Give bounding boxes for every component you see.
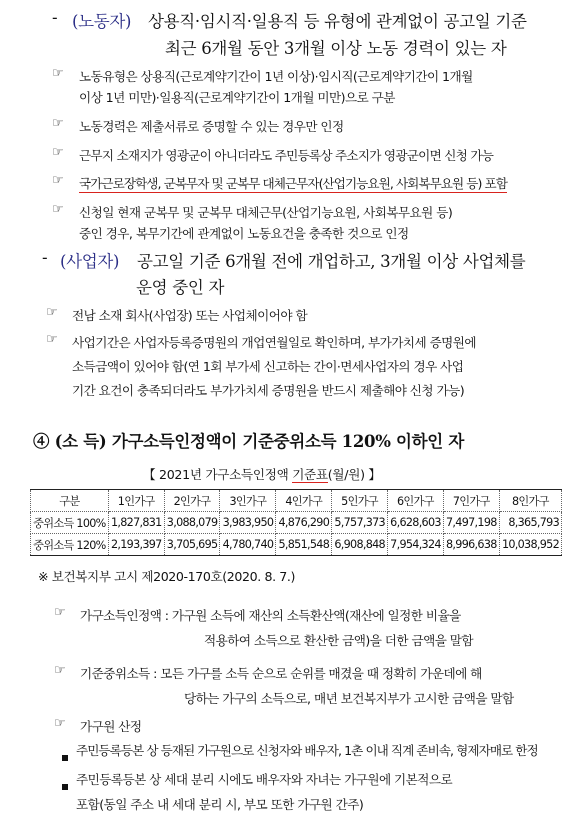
business-line1: 공고일 기준 6개월 전에 개업하고, 3개월 이상 사업체를	[137, 252, 526, 271]
table-cell: 8,996,638	[443, 534, 499, 556]
income-heading: ④ (소 득) 가구소득인정액이 기준중위소득 120% 이하인 자	[33, 432, 465, 451]
worker-bullet-1-line1: 노동유형은 상용직(근로계약기간이 1년 이상)·임시직(근로계약기간이 1개월	[79, 69, 473, 84]
table-header-cell: 1인가구	[108, 490, 164, 512]
worker-tag: (노동자)	[72, 12, 132, 31]
table-caption: 【 2021년 가구소득인정액 기준표(월/원) 】	[143, 467, 381, 482]
table-row-label: 중위소득 100%	[31, 512, 109, 534]
table-cell: 5,851,548	[276, 534, 332, 556]
hand-pointing-icon: ☞	[52, 116, 64, 131]
hand-pointing-icon: ☞	[46, 305, 58, 320]
black-square-icon	[62, 775, 68, 794]
business-bullet-2-line3: 기간 요건이 충족되더라도 부가가치세 증명원을 반드시 제출해야 신청 가능)	[72, 383, 465, 398]
subitem-1: 주민등록등본 상 등재된 가구원으로 신청자와 배우자, 1촌 이내 직계 존비속, 형제자매로 한정	[76, 743, 538, 758]
table-row-label: 중위소득 120%	[31, 534, 109, 556]
hand-pointing-icon: ☞	[54, 605, 66, 620]
business-bullet-2-line2: 소득금액이 있어야 함(연 1회 부가세 신고하는 간이·면세사업자의 경우 사업	[72, 359, 464, 374]
hand-pointing-icon: ☞	[46, 332, 58, 347]
table-cell: 5,757,373	[332, 512, 388, 534]
worker-line2: 최근 6개월 동안 3개월 이상 노동 경력이 있는 자	[165, 39, 507, 58]
table-cell: 10,038,952	[499, 534, 561, 556]
table-cell: 7,497,198	[443, 512, 499, 534]
table-row	[31, 534, 562, 556]
business-bullet-2-line1: 사업기간은 사업자등록증명원의 개업연월일로 확인하며, 부가가치세 증명원에	[72, 335, 477, 350]
table-header-cell: 3인가구	[220, 490, 276, 512]
table-header-cell: 7인가구	[443, 490, 499, 512]
definition-1-line2: 적용하여 소득으로 환산한 금액)을 더한 금액을 말함	[204, 633, 474, 648]
worker-bullet-1-line2: 이상 1년 미만)·일용직(근로계약기간이 1개월 미만)으로 구분	[79, 90, 395, 105]
hand-pointing-icon: ☞	[52, 66, 64, 81]
hand-pointing-icon: ☞	[52, 173, 64, 188]
business-line2: 운영 중인 자	[136, 278, 225, 297]
table-header-cell: 6인가구	[387, 490, 443, 512]
table-cell: 4,780,740	[220, 534, 276, 556]
definition-2-line2: 당하는 가구의 소득으로, 매년 보건복지부가 고시한 금액을 말함	[184, 691, 514, 706]
definition-1-line1: 가구소득인정액 : 가구원 소득에 재산의 소득환산액(재산에 일정한 비율을	[80, 608, 461, 623]
subitem-2-line1: 주민등록등본 상 세대 분리 시에도 배우자와 자녀는 가구원에 기본적으로	[76, 772, 453, 787]
business-tag: (사업자)	[60, 252, 120, 271]
table-cell: 4,876,290	[276, 512, 332, 534]
worker-bullet-3: 근무지 소재지가 영광군이 아니더라도 주민등록상 주소지가 영광군이면 신청 가능	[79, 148, 494, 163]
table-cell: 6,908,848	[332, 534, 388, 556]
table-header-row	[31, 490, 562, 512]
worker-bullet-2: 노동경력은 제출서류로 증명할 수 있는 경우만 인정	[79, 119, 344, 134]
business-dash: -	[42, 248, 48, 267]
business-bullet-1: 전남 소재 회사(사업장) 또는 사업체이어야 함	[72, 308, 308, 323]
table-cell: 3,088,079	[164, 512, 220, 534]
table-cell: 3,705,695	[164, 534, 220, 556]
definition-3: 가구원 산정	[80, 719, 142, 734]
worker-dash: -	[52, 8, 58, 27]
hand-pointing-icon: ☞	[52, 145, 64, 160]
table-header-cell: 구분	[31, 490, 109, 512]
table-header-cell: 8인가구	[499, 490, 561, 512]
definition-2-line1: 기준중위소득 : 모든 가구를 소득 순으로 순위를 매겼을 때 정확히 가운데에 해	[80, 666, 482, 681]
table-header-cell: 2인가구	[164, 490, 220, 512]
table-cell: 8,365,793	[499, 512, 561, 534]
income-standard-table	[30, 489, 562, 556]
hand-pointing-icon: ☞	[52, 202, 64, 217]
subitem-2-line2: 포함(동일 주소 내 세대 분리 시, 부모 또한 가구원 간주)	[76, 797, 364, 812]
table-header-cell: 4인가구	[276, 490, 332, 512]
table-cell: 2,193,397	[108, 534, 164, 556]
table-cell: 6,628,603	[387, 512, 443, 534]
table-cell: 3,983,950	[220, 512, 276, 534]
worker-bullet-5-line2: 중인 경우, 복무기간에 관계없이 노동요건을 충족한 것으로 인정	[79, 226, 409, 241]
table-cell: 7,954,324	[387, 534, 443, 556]
table-cell: 1,827,831	[108, 512, 164, 534]
worker-bullet-4: 국가근로장학생, 군복무자 및 군복무 대체근무자(산업기능요원, 사회복무요원 등) 포함	[79, 173, 507, 193]
caption-underlined-word: 기준표	[292, 467, 328, 482]
table-header-cell: 5인가구	[332, 490, 388, 512]
table-row	[31, 512, 562, 534]
worker-line1: 상용직·임시직·일용직 등 유형에 관계없이 공고일 기준	[148, 12, 527, 31]
table-note: ※ 보건복지부 고시 제2020-170호(2020. 8. 7.)	[38, 569, 296, 584]
hand-pointing-icon: ☞	[54, 716, 66, 731]
worker-bullet-5-line1: 신청일 현재 군복무 및 군복무 대체근무(산업기능요원, 사회복무요원 등)	[79, 205, 453, 220]
black-square-icon	[62, 746, 68, 765]
hand-pointing-icon: ☞	[54, 663, 66, 678]
